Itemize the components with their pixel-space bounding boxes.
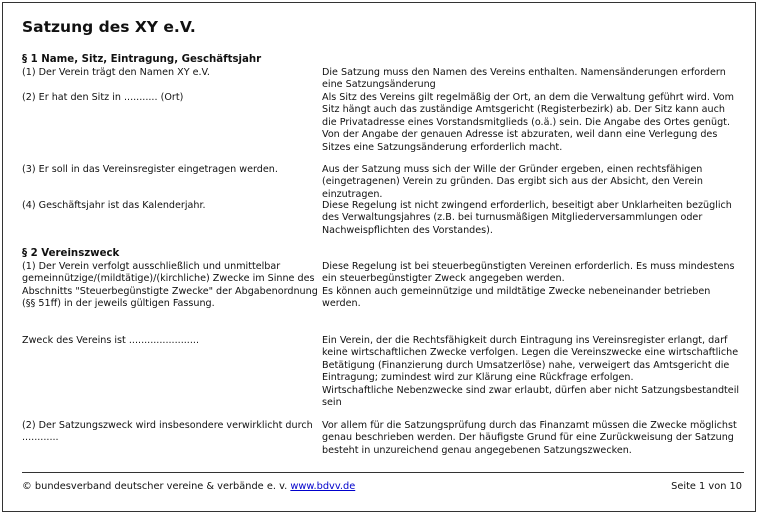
clause-row bbox=[22, 261, 742, 311]
comment-paragraph: Diese Regelung ist nicht zwingend erforderlich, beseitigt aber Unklarheiten bezüglich des Verwaltungsjahres (z.B. bei turnusmäßigen Mitgliederversammlungen oder Nachweispflichten des Vorstandes). bbox=[322, 200, 732, 236]
copyright-text: © bundesverband deutscher vereine & verbände e. v. bbox=[22, 481, 288, 492]
comment-paragraph: Ein Verein, der die Rechtsfähigkeit durch Eintragung ins Vereinsregister erlangt, darf keine wirtschaftlichen Zwecke verfolgen. Legen die Vereinszwecke eine wirtschaftliche Betätigung (Finanzierung durch Umsatzerlöse) nahe, verweigert das Amtsgericht die Eintragung; zumindest wird zur Klärung eine Rückfrage erfolgen. bbox=[322, 335, 739, 384]
clause-row bbox=[22, 335, 742, 409]
page-number: Seite 1 von 10 bbox=[671, 481, 742, 492]
comment-paragraph: Wirtschaftliche Nebenzwecke sind zwar erlaubt, dürfen aber nicht Satzungsbestandteil sein bbox=[322, 384, 740, 409]
clause-comment bbox=[322, 200, 742, 237]
comment-paragraph: Aus der Satzung muss sich der Wille der Gründer ergeben, einen rechtsfähigen (eingetragenen) Verein zu gründen. Das ergibt sich aus der Absicht, den Verein einzutragen. bbox=[322, 164, 703, 200]
clause-comment bbox=[322, 67, 742, 92]
clause-text: Zweck des Vereins ist ....................... bbox=[22, 335, 200, 346]
clause-comment bbox=[322, 335, 742, 409]
comment-paragraph: Vor allem für die Satzungsprüfung durch das Finanzamt müssen die Zwecke möglichst genau beschrieben werden. Der häufigste Grund für eine Zurückweisung der Satzung besteht in unzureichend genau angegebenen Satzungszwecken. bbox=[322, 420, 737, 456]
page-footer bbox=[22, 481, 742, 492]
clause-comment bbox=[322, 164, 742, 201]
comment-paragraph: Es können auch gemeinnützige und mildtätige Zwecke nebeneinander betrieben werden. bbox=[322, 285, 711, 310]
clause-text: (2) Der Satzungszweck wird insbesondere verwirklicht durch ............ bbox=[22, 420, 313, 444]
comment-paragraph: Diese Regelung ist bei steuerbegünstigten Vereinen erforderlich. Es muss mindestens ein steuerbegünstigter Zweck angegeben werden. bbox=[322, 261, 735, 285]
section-heading-2: § 2 Vereinszweck bbox=[22, 248, 120, 259]
clause-text: (2) Er hat den Sitz in ........... (Ort) bbox=[22, 92, 184, 103]
clause-text: (1) Der Verein trägt den Namen XY e.V. bbox=[22, 67, 210, 78]
clause-comment bbox=[322, 261, 742, 311]
clause-row bbox=[22, 200, 742, 237]
clause-text: (3) Er soll in das Vereinsregister eingetragen werden. bbox=[22, 164, 278, 175]
comment-paragraph: Als Sitz des Vereins gilt regelmäßig der Ort, an dem die Verwaltung geführt wird. Vom Sitz hängt auch das zuständige Amtsgericht (Registerbezirk) ab. Der Sitz kann auch die Privatadresse eines Vorstandsmitglieds (o.ä.) sein. Die Angabe des Ortes genügt. Von der Angabe der genauen Adresse ist abzuraten, weil dann eine Verlegung des Sitzes eine Satzungsänderung erforderlich macht. bbox=[322, 92, 735, 153]
document-title: Satzung des XY e.V. bbox=[22, 18, 196, 36]
clause-text: (4) Geschäftsjahr ist das Kalenderjahr. bbox=[22, 200, 206, 211]
clause-row bbox=[22, 164, 742, 201]
comment-paragraph: Die Satzung muss den Namen des Vereins enthalten. Namensänderungen erfordern eine Satzungsänderung bbox=[322, 67, 726, 91]
website-link[interactable]: www.bdvv.de bbox=[290, 481, 356, 492]
clause-comment bbox=[322, 420, 742, 457]
clause-row bbox=[22, 67, 742, 92]
clause-text: (1) Der Verein verfolgt ausschließlich und unmittelbar gemeinnützige/(mildtätige)/(kirchliche) Zwecke im Sinne des Abschnitts "Steuerbegünstigte Zwecke" der Abgabenordnung (§§ 51ff) in der jeweils gültigen Fassung. bbox=[22, 261, 318, 310]
clause-row bbox=[22, 420, 742, 457]
clause-comment bbox=[322, 92, 742, 154]
section-heading-1: § 1 Name, Sitz, Eintragung, Geschäftsjahr bbox=[22, 54, 262, 65]
clause-row bbox=[22, 92, 742, 154]
footer-divider bbox=[22, 472, 744, 473]
footer-copyright bbox=[22, 481, 355, 492]
